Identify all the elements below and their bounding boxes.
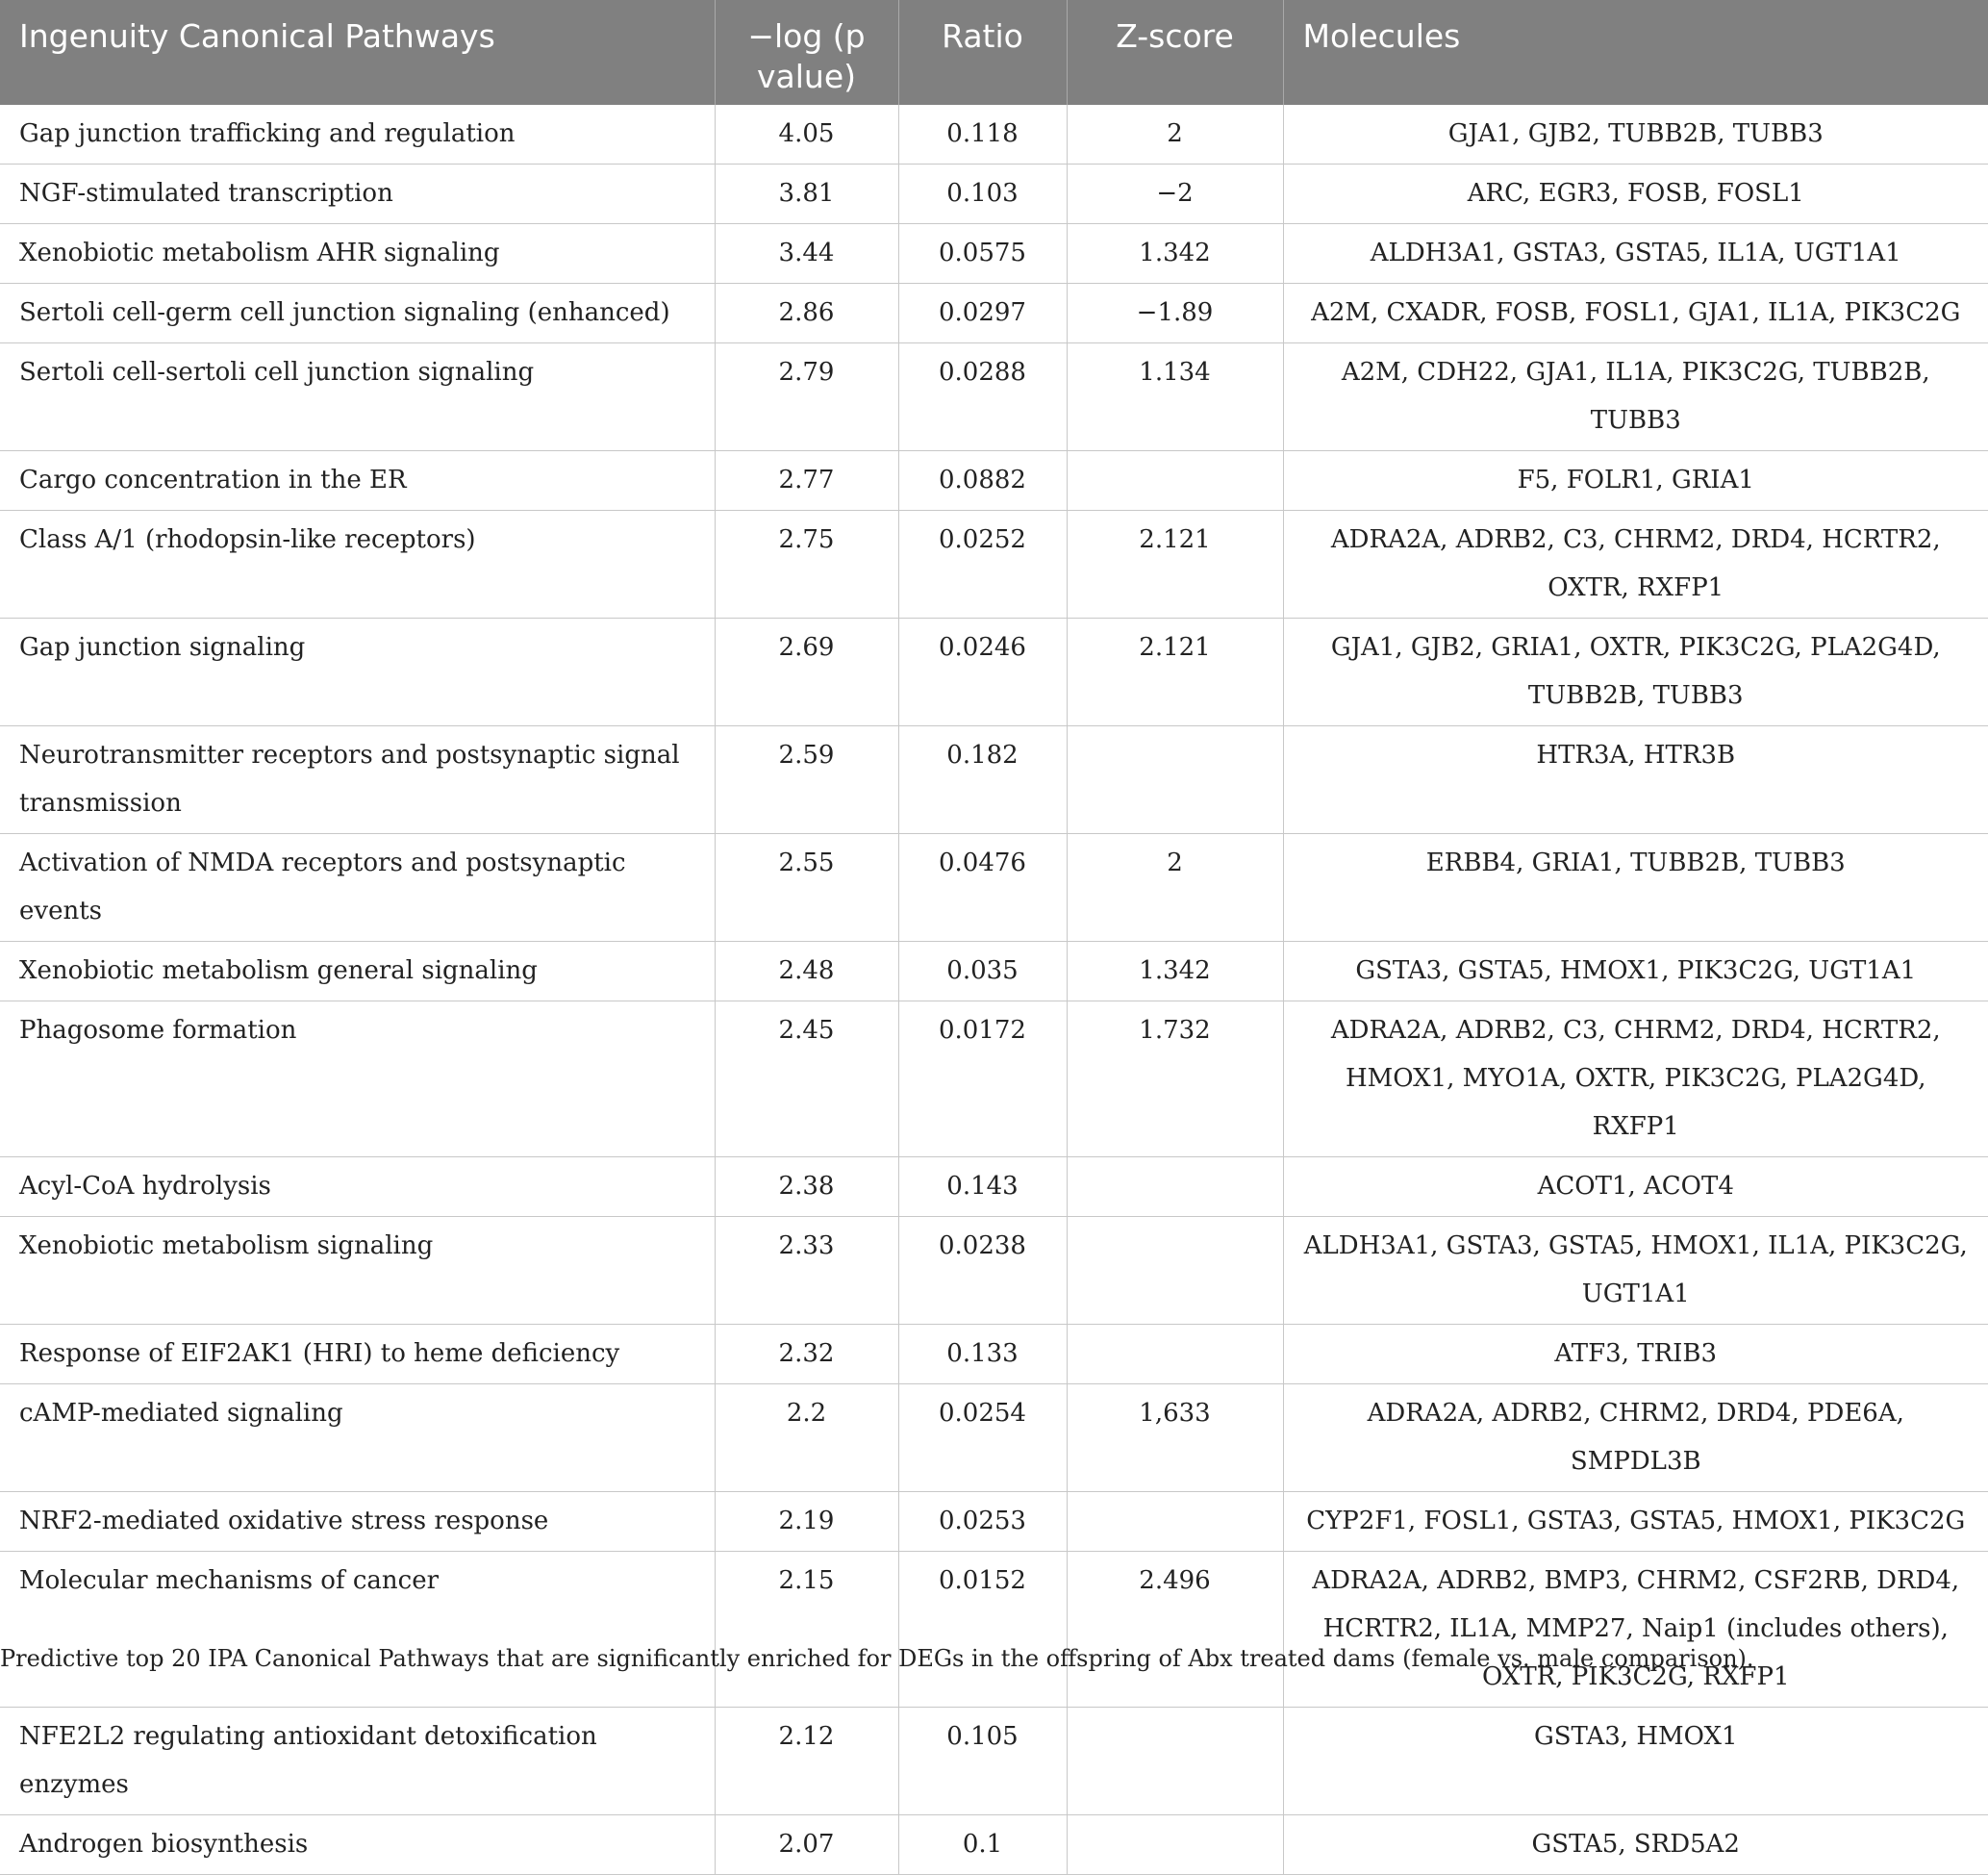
cell-molecules: GJA1, GJB2, TUBB2B, TUBB3	[1283, 105, 1988, 165]
table-row	[0, 451, 1988, 511]
cell-pathway: Gap junction trafficking and regulation	[0, 105, 715, 165]
cell-ratio: 0.0252	[898, 511, 1067, 619]
cell-ratio: 0.0882	[898, 451, 1067, 511]
table-row	[0, 1325, 1988, 1384]
cell-neg-log-p: 2.79	[715, 343, 898, 451]
header-ratio: Ratio	[898, 0, 1067, 105]
cell-neg-log-p: 2.07	[715, 1815, 898, 1875]
cell-neg-log-p: 2.2	[715, 1384, 898, 1492]
cell-ratio: 0.0476	[898, 834, 1067, 942]
cell-neg-log-p: 2.33	[715, 1217, 898, 1325]
table-header	[0, 0, 1988, 105]
table-caption: Predictive top 20 IPA Canonical Pathways that are significantly enriched for DEGs in the offspring of Abx treated dams (female vs. male comparison).	[0, 1645, 1754, 1672]
cell-pathway: NFE2L2 regulating antioxidant detoxification enzymes	[0, 1708, 715, 1815]
cell-z-score: 2	[1067, 105, 1283, 165]
cell-ratio: 0.0288	[898, 343, 1067, 451]
cell-ratio: 0.0254	[898, 1384, 1067, 1492]
cell-z-score: 2.496	[1067, 1552, 1283, 1708]
cell-neg-log-p: 2.69	[715, 619, 898, 726]
table-row	[0, 1001, 1988, 1157]
cell-z-score	[1067, 1708, 1283, 1815]
cell-pathway: Class A/1 (rhodopsin-like receptors)	[0, 511, 715, 619]
cell-pathway: Acyl-CoA hydrolysis	[0, 1157, 715, 1217]
table-row	[0, 284, 1988, 343]
cell-pathway: NGF-stimulated transcription	[0, 165, 715, 224]
cell-neg-log-p: 3.44	[715, 224, 898, 284]
cell-ratio: 0.0575	[898, 224, 1067, 284]
cell-z-score	[1067, 1492, 1283, 1552]
cell-neg-log-p: 2.32	[715, 1325, 898, 1384]
cell-neg-log-p: 3.81	[715, 165, 898, 224]
table-row	[0, 942, 1988, 1001]
cell-ratio: 0.0246	[898, 619, 1067, 726]
table-row	[0, 1492, 1988, 1552]
cell-pathway: Phagosome formation	[0, 1001, 715, 1157]
cell-neg-log-p: 2.45	[715, 1001, 898, 1157]
cell-neg-log-p: 2.38	[715, 1157, 898, 1217]
cell-pathway: Cargo concentration in the ER	[0, 451, 715, 511]
cell-molecules: CYP2F1, FOSL1, GSTA3, GSTA5, HMOX1, PIK3C2G	[1283, 1492, 1988, 1552]
cell-z-score	[1067, 1325, 1283, 1384]
cell-molecules: ALDH3A1, GSTA3, GSTA5, HMOX1, IL1A, PIK3C2G, UGT1A1	[1283, 1217, 1988, 1325]
cell-neg-log-p: 2.75	[715, 511, 898, 619]
cell-z-score	[1067, 1815, 1283, 1875]
table-row	[0, 105, 1988, 165]
cell-z-score: 1.732	[1067, 1001, 1283, 1157]
cell-pathway: Sertoli cell-germ cell junction signaling (enhanced)	[0, 284, 715, 343]
cell-ratio: 0.0297	[898, 284, 1067, 343]
cell-neg-log-p: 2.15	[715, 1552, 898, 1708]
table-row	[0, 726, 1988, 834]
cell-ratio: 0.103	[898, 165, 1067, 224]
header-z-score: Z-score	[1067, 0, 1283, 105]
table-row	[0, 165, 1988, 224]
cell-z-score: 1.342	[1067, 224, 1283, 284]
cell-pathway: NRF2-mediated oxidative stress response	[0, 1492, 715, 1552]
cell-neg-log-p: 2.48	[715, 942, 898, 1001]
table-row	[0, 1157, 1988, 1217]
cell-z-score: 1.134	[1067, 343, 1283, 451]
cell-pathway: Molecular mechanisms of cancer	[0, 1552, 715, 1708]
cell-neg-log-p: 2.19	[715, 1492, 898, 1552]
cell-z-score	[1067, 726, 1283, 834]
cell-neg-log-p: 2.12	[715, 1708, 898, 1815]
table-body	[0, 105, 1988, 1875]
header-neg-log-p: −log (p value)	[715, 0, 898, 105]
cell-pathway: Neurotransmitter receptors and postsynaptic signal transmission	[0, 726, 715, 834]
cell-molecules: ADRA2A, ADRB2, C3, CHRM2, DRD4, HCRTR2, HMOX1, MYO1A, OXTR, PIK3C2G, PLA2G4D, RXFP1	[1283, 1001, 1988, 1157]
cell-molecules: ARC, EGR3, FOSB, FOSL1	[1283, 165, 1988, 224]
cell-z-score	[1067, 451, 1283, 511]
cell-ratio: 0.182	[898, 726, 1067, 834]
cell-z-score	[1067, 1157, 1283, 1217]
cell-z-score	[1067, 1217, 1283, 1325]
table-row	[0, 1217, 1988, 1325]
table-row	[0, 1552, 1988, 1708]
cell-pathway: Xenobiotic metabolism AHR signaling	[0, 224, 715, 284]
cell-molecules: GSTA5, SRD5A2	[1283, 1815, 1988, 1875]
cell-neg-log-p: 2.55	[715, 834, 898, 942]
cell-z-score: 1,633	[1067, 1384, 1283, 1492]
cell-ratio: 0.143	[898, 1157, 1067, 1217]
cell-pathway: Gap junction signaling	[0, 619, 715, 726]
table-row	[0, 834, 1988, 942]
cell-neg-log-p: 2.59	[715, 726, 898, 834]
cell-pathway: Androgen biosynthesis	[0, 1815, 715, 1875]
cell-neg-log-p: 2.77	[715, 451, 898, 511]
cell-ratio: 0.105	[898, 1708, 1067, 1815]
cell-molecules: GJA1, GJB2, GRIA1, OXTR, PIK3C2G, PLA2G4D, TUBB2B, TUBB3	[1283, 619, 1988, 726]
cell-pathway: Sertoli cell-sertoli cell junction signaling	[0, 343, 715, 451]
cell-pathway: Activation of NMDA receptors and postsynaptic events	[0, 834, 715, 942]
header-row	[0, 0, 1988, 105]
cell-ratio: 0.0238	[898, 1217, 1067, 1325]
cell-molecules: ALDH3A1, GSTA3, GSTA5, IL1A, UGT1A1	[1283, 224, 1988, 284]
cell-z-score: 2.121	[1067, 511, 1283, 619]
header-pathways: Ingenuity Canonical Pathways	[0, 0, 715, 105]
cell-neg-log-p: 4.05	[715, 105, 898, 165]
cell-z-score: −1.89	[1067, 284, 1283, 343]
table-row	[0, 224, 1988, 284]
cell-molecules: ACOT1, ACOT4	[1283, 1157, 1988, 1217]
cell-ratio: 0.1	[898, 1815, 1067, 1875]
cell-molecules: F5, FOLR1, GRIA1	[1283, 451, 1988, 511]
cell-ratio: 0.0253	[898, 1492, 1067, 1552]
cell-ratio: 0.035	[898, 942, 1067, 1001]
cell-molecules: ADRA2A, ADRB2, BMP3, CHRM2, CSF2RB, DRD4, HCRTR2, IL1A, MMP27, Naip1 (includes others), OXTR, PIK3C2G, RXFP1	[1283, 1552, 1988, 1708]
cell-molecules: ADRA2A, ADRB2, C3, CHRM2, DRD4, HCRTR2, OXTR, RXFP1	[1283, 511, 1988, 619]
cell-molecules: HTR3A, HTR3B	[1283, 726, 1988, 834]
cell-molecules: GSTA3, HMOX1	[1283, 1708, 1988, 1815]
cell-z-score: −2	[1067, 165, 1283, 224]
table-row	[0, 511, 1988, 619]
cell-ratio: 0.0172	[898, 1001, 1067, 1157]
cell-z-score: 2	[1067, 834, 1283, 942]
table-row	[0, 619, 1988, 726]
cell-molecules: ATF3, TRIB3	[1283, 1325, 1988, 1384]
cell-ratio: 0.118	[898, 105, 1067, 165]
header-molecules: Molecules	[1283, 0, 1988, 105]
cell-pathway: Response of EIF2AK1 (HRI) to heme deficiency	[0, 1325, 715, 1384]
table-row	[0, 1708, 1988, 1815]
cell-ratio: 0.0152	[898, 1552, 1067, 1708]
cell-molecules: A2M, CDH22, GJA1, IL1A, PIK3C2G, TUBB2B, TUBB3	[1283, 343, 1988, 451]
table-row	[0, 343, 1988, 451]
cell-neg-log-p: 2.86	[715, 284, 898, 343]
cell-z-score: 2.121	[1067, 619, 1283, 726]
cell-pathway: Xenobiotic metabolism general signaling	[0, 942, 715, 1001]
cell-pathway: cAMP-mediated signaling	[0, 1384, 715, 1492]
cell-molecules: ERBB4, GRIA1, TUBB2B, TUBB3	[1283, 834, 1988, 942]
cell-molecules: GSTA3, GSTA5, HMOX1, PIK3C2G, UGT1A1	[1283, 942, 1988, 1001]
cell-molecules: A2M, CXADR, FOSB, FOSL1, GJA1, IL1A, PIK3C2G	[1283, 284, 1988, 343]
cell-molecules: ADRA2A, ADRB2, CHRM2, DRD4, PDE6A, SMPDL3B	[1283, 1384, 1988, 1492]
cell-z-score: 1.342	[1067, 942, 1283, 1001]
table-row	[0, 1384, 1988, 1492]
cell-pathway: Xenobiotic metabolism signaling	[0, 1217, 715, 1325]
cell-ratio: 0.133	[898, 1325, 1067, 1384]
table-row	[0, 1815, 1988, 1875]
